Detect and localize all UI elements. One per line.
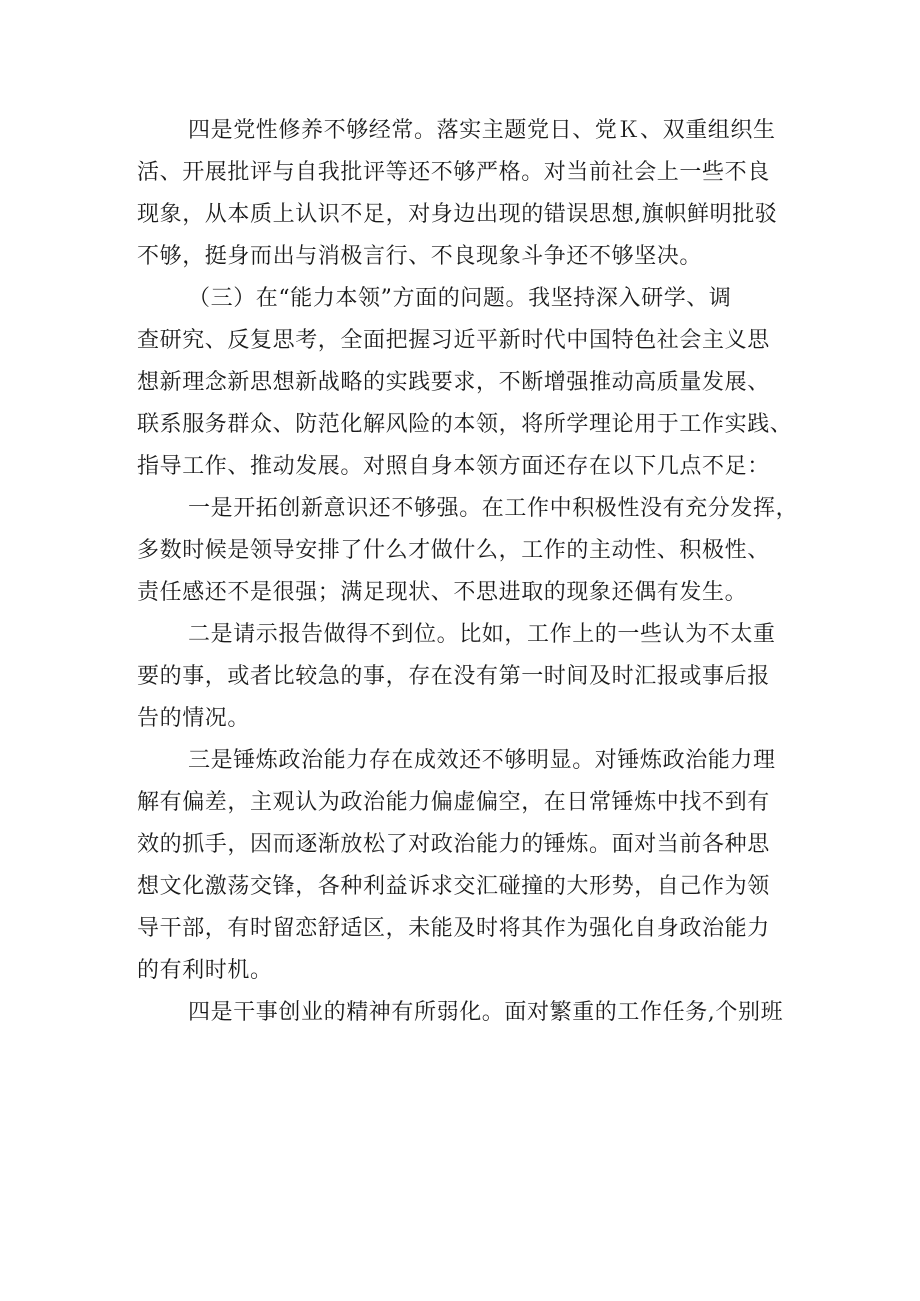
text-line: 导干部，有时留恋舒适区，未能及时将其作为强化自身政治能力 xyxy=(137,916,770,941)
paragraph-party-spirit xyxy=(137,110,802,278)
paragraph-reporting xyxy=(137,614,802,740)
text-line: 一是开拓创新意识还不够强。在工作中积极性没有充分发挥， xyxy=(188,496,799,521)
text-line: 不够，挺身而出与消极言行、不良现象斗争还不够坚决。 xyxy=(137,244,703,269)
text-line: 想新理念新思想新战略的实践要求，不断增强推动高质量发展、 xyxy=(137,370,770,395)
text-line: 解有偏差，主观认为政治能力偏虚偏空，在日常锤炼中找不到有 xyxy=(137,790,770,815)
text-line: 查研究、反复思考，全面把握习近平新时代中国特色社会主义思 xyxy=(137,328,770,353)
paragraph-innovation xyxy=(137,488,802,614)
text-line: 四是干事创业的精神有所弱化。面对繁重的工作任务,个别班 xyxy=(188,1000,784,1025)
text-line: 二是请示报告做得不到位。比如，工作上的一些认为不太重 xyxy=(188,622,776,647)
paragraph-ability-heading xyxy=(137,278,802,488)
text-line: 责任感还不是很强；满足现状、不思进取的现象还偶有发生。 xyxy=(137,580,748,605)
paragraph-political-ability xyxy=(137,740,802,992)
text-line: 的有利时机。 xyxy=(137,958,273,983)
paragraph-entrepreneurship xyxy=(137,992,802,1034)
text-line: 三是锤炼政治能力存在成效还不够明显。对锤炼政治能力理 xyxy=(188,748,776,773)
text-line: 要的事，或者比较急的事，存在没有第一时间及时汇报或事后报 xyxy=(137,664,770,689)
text-line: 多数时候是领导安排了什么才做什么，工作的主动性、积极性、 xyxy=(137,538,770,563)
text-line: 四是党性修养不够经常。落实主题党日、党Ｋ、双重组织生 xyxy=(188,118,776,143)
text-line: （三）在“能力本领”方面的问题。我坚持深入研学、调 xyxy=(188,286,732,311)
text-line: 想文化激荡交锋，各种利益诉求交汇碰撞的大形势，自己作为领 xyxy=(137,874,770,899)
text-line: 效的抓手，因而逐渐放松了对政治能力的锤炼。面对当前各种思 xyxy=(137,832,770,857)
text-line: 指导工作、推动发展。对照自身本领方面还存在以下几点不足： xyxy=(137,454,770,479)
text-line: 活、开展批评与自我批评等还不够严格。对当前社会上一些不良 xyxy=(137,160,770,185)
text-line: 现象，从本质上认识不足，对身边出现的错误思想,旗帜鲜明批驳 xyxy=(137,202,778,227)
document-body xyxy=(137,110,802,1034)
text-line: 告的情况。 xyxy=(137,706,251,731)
text-line: 联系服务群众、防范化解风险的本领，将所学理论用于工作实践、 xyxy=(137,412,793,437)
